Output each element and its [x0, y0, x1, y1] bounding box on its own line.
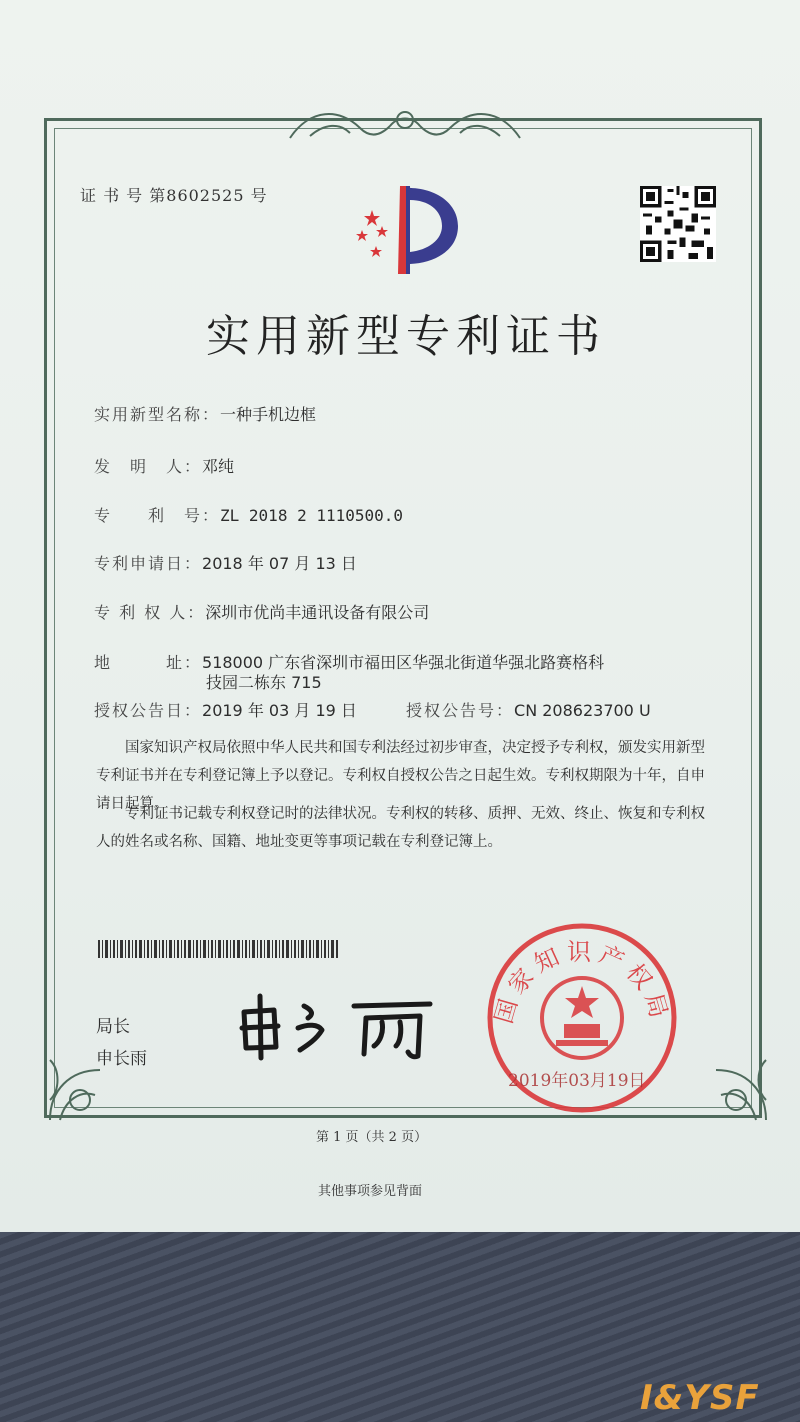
- seal-text: 国家知识产权局: [489, 938, 675, 1027]
- grant-number-value: CN 208623700 U: [514, 701, 651, 720]
- qr-code-icon: [640, 186, 716, 262]
- inventor-value: 邓纯: [202, 457, 235, 476]
- address-line1: 518000 广东省深圳市福田区华强北街道华强北路赛格科: [202, 653, 605, 672]
- paragraph-legal-status: 专利证书记载专利权登记时的法律状况。专利权的转移、质押、无效、终止、恢复和专利权人的姓名或名称、国籍、地址变更等事项记载在专利登记簿上。: [96, 806, 705, 850]
- address-line2: 技园二栋东 715: [206, 673, 322, 692]
- barcode-icon: [98, 940, 338, 958]
- director-title: 局长: [96, 1017, 130, 1037]
- filing-date-row: [94, 551, 357, 574]
- seal-date: 2019年03月19日: [508, 1071, 646, 1091]
- grant-date-label: 授权公告日：: [94, 701, 203, 720]
- address-label: 地 址：: [94, 653, 203, 672]
- watermark-logo: I&YSF: [640, 1378, 760, 1418]
- filing-date-label: 专利申请日：: [94, 554, 203, 573]
- utility-model-name-value: 一种手机边框: [220, 405, 317, 424]
- director-name: 申长雨: [96, 1049, 147, 1069]
- cnipa-logo-icon: [340, 178, 470, 278]
- grant-number-label: 授权公告号：: [406, 701, 515, 720]
- director-signature: [234, 992, 434, 1062]
- certificate-title: 实用新型专利证书: [206, 311, 606, 362]
- patent-number-row: [94, 503, 403, 526]
- patent-number-value: ZL 2018 2 1110500.0: [220, 506, 404, 525]
- inventor-row: [94, 454, 234, 477]
- corner-ornament-bottom-right-icon: [686, 1040, 776, 1130]
- patent-number-label: 专 利 号：: [94, 506, 221, 525]
- filing-date-value: 2018 年 07 月 13 日: [202, 554, 357, 573]
- grant-date-value: 2019 年 03 月 19 日: [202, 701, 357, 720]
- certificate-number: 证 书 号 第8602525 号: [80, 186, 268, 205]
- patentee-row: [94, 600, 429, 623]
- inventor-label: 发 明 人：: [94, 457, 203, 476]
- top-ornament-icon: [280, 98, 530, 148]
- patentee-value: 深圳市优尚丰通讯设备有限公司: [205, 603, 430, 622]
- patentee-label: 专 利 权 人：: [94, 603, 206, 622]
- grant-number-row: [406, 698, 651, 721]
- utility-model-name-row: [94, 402, 316, 425]
- address-row: [94, 650, 604, 673]
- utility-model-name-label: 实用新型名称：: [94, 405, 221, 424]
- back-note: 其他事项参见背面: [318, 1184, 423, 1199]
- paragraph-grant-statement: 国家知识产权局依照中华人民共和国专利法经过初步审查，决定授予专利权，颁发实用新型专利证书并在专利登记簿上予以登记。专利权自授权公告之日起生效。专利权期限为十年，自申请日起算。: [96, 740, 705, 812]
- grant-date-row: [94, 698, 357, 721]
- page-indicator: 第 1 页（共 2 页）: [316, 1130, 428, 1145]
